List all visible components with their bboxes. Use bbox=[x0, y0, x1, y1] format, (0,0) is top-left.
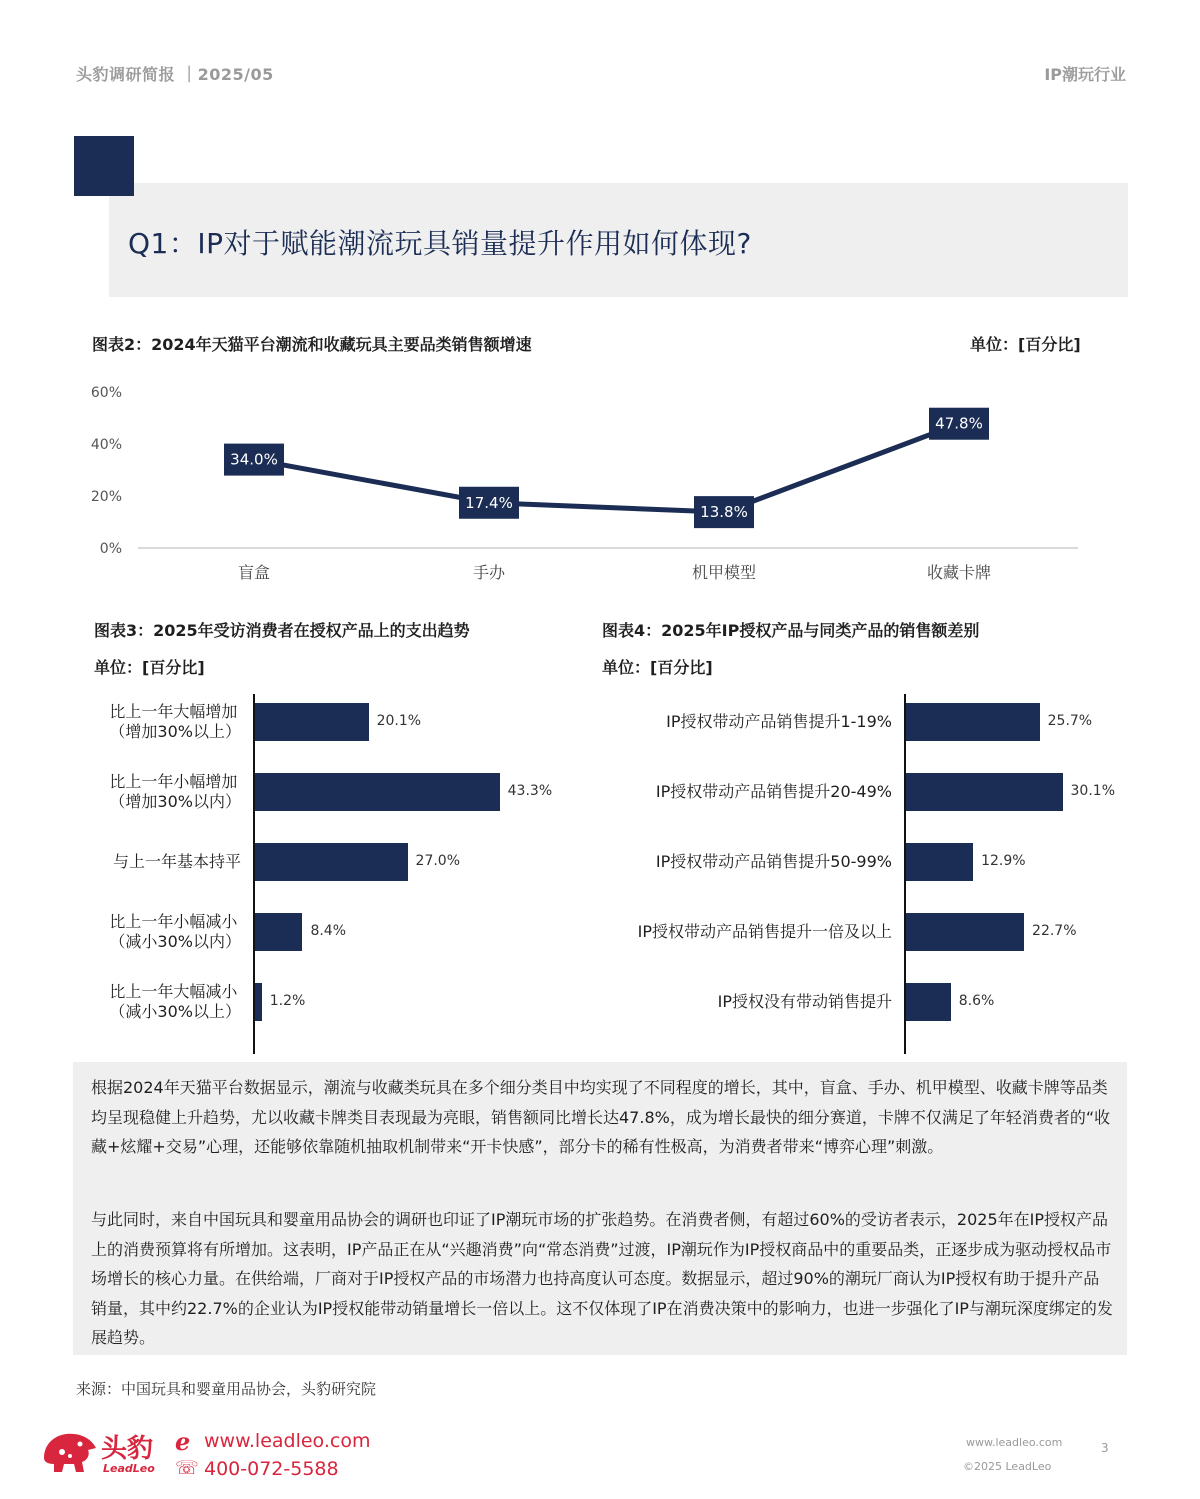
chart2-y-tick: 0% bbox=[99, 541, 122, 557]
footer-site: www.leadleo.com bbox=[966, 1436, 1063, 1449]
question-accent-block bbox=[74, 136, 134, 196]
bars3-category-label: 比上一年大幅增加 （增加30%以上） bbox=[109, 702, 241, 741]
bars3-bar bbox=[255, 773, 500, 811]
bars4-value-label: 22.7% bbox=[1032, 923, 1077, 939]
chart2-data-point bbox=[459, 487, 519, 519]
leopard-logo-icon bbox=[40, 1428, 100, 1478]
bars3-category-label: 比上一年小幅减小 （减小30%以内） bbox=[109, 912, 241, 951]
chart4-title: 图表4：2025年IP授权产品与同类产品的销售额差别 bbox=[602, 621, 980, 640]
bars4-bar bbox=[906, 983, 951, 1021]
footer-copyright: ©2025 LeadLeo bbox=[963, 1460, 1052, 1473]
chart2-unit: 单位：[百分比] bbox=[970, 335, 1081, 354]
bars3-bar bbox=[255, 913, 302, 951]
bars4-bar bbox=[906, 913, 1024, 951]
chart2-data-label: 13.8% bbox=[700, 503, 748, 522]
bars4-category-label: IP授权带动产品销售提升50-99% bbox=[655, 852, 892, 871]
chart2-y-tick: 20% bbox=[90, 489, 122, 505]
bars3-value-label: 8.4% bbox=[310, 923, 347, 939]
phone-icon: ☏ bbox=[175, 1457, 199, 1479]
chart2-category-label: 机甲模型 bbox=[691, 563, 757, 582]
chart2-title: 图表2：2024年天猫平台潮流和收藏玩具主要品类销售额增速 bbox=[92, 335, 532, 354]
bars3-bar bbox=[255, 843, 408, 881]
report-header-title: 头豹调研简报 ｜2025/05 bbox=[76, 65, 274, 84]
chart2-line-chart bbox=[0, 370, 1200, 590]
chart2-data-point bbox=[929, 408, 989, 440]
chart2-series-line bbox=[254, 424, 959, 512]
brand-name-cn: 头豹 bbox=[101, 1434, 154, 1464]
bars4-category-label: IP授权带动产品销售提升1-19% bbox=[666, 712, 892, 731]
bars3-value-label: 43.3% bbox=[507, 783, 553, 799]
phone-number: 400-072-5588 bbox=[204, 1458, 339, 1480]
industry-label: IP潮玩行业 bbox=[1044, 65, 1126, 84]
chart2-data-label: 47.8% bbox=[935, 414, 983, 433]
bars4-bar bbox=[906, 703, 1040, 741]
chart2-data-label: 17.4% bbox=[465, 493, 513, 512]
chart2-data-point bbox=[694, 496, 754, 528]
page-number: 3 bbox=[1101, 1441, 1109, 1455]
chart3-unit: 单位：[百分比] bbox=[94, 658, 205, 677]
bars3-category-label: 比上一年大幅减小 （减小30%以上） bbox=[109, 982, 241, 1021]
chart2-category-label: 收藏卡牌 bbox=[926, 563, 992, 582]
bars4-bar bbox=[906, 773, 1063, 811]
chart3-title: 图表3：2025年受访消费者在授权产品上的支出趋势 bbox=[94, 621, 470, 640]
chart2-category-label: 盲盒 bbox=[237, 563, 271, 582]
bars3-category-label: 比上一年小幅增加 （增加30%以内） bbox=[109, 772, 241, 811]
chart2-y-tick: 40% bbox=[90, 437, 122, 453]
bars4-category-label: IP授权带动产品销售提升20-49% bbox=[655, 782, 892, 801]
chart2-data-label: 34.0% bbox=[230, 450, 278, 469]
brand-name-en: LeadLeo bbox=[103, 1462, 155, 1475]
website-link[interactable]: www.leadleo.com bbox=[204, 1430, 371, 1452]
web-icon: ℯ bbox=[175, 1428, 191, 1456]
bars3-category-label: 与上一年基本持平 bbox=[112, 852, 241, 871]
bars3-value-label: 20.1% bbox=[376, 713, 422, 729]
chart2-data-point bbox=[224, 444, 284, 476]
bars3-value-label: 1.2% bbox=[269, 993, 306, 1009]
analysis-paragraph-1: 根据2024年天猫平台数据显示，潮流与收藏类玩具在多个细分类目中均实现了不同程度的增长，其中，盲盒、手办、机甲模型、收藏卡牌等品类均呈现稳健上升趋势，尤以收藏卡牌类目表现最为亮眼，销售额同比增长达47.8%，成为增长最快的细分赛道，卡牌不仅满足了年轻消费者的“收藏+炫耀+交易”心理，还能够依靠随机抽取机制带来“开卡快感”，部分卡的稀有性极高，为消费者带来“博弈心理”刺激。 bbox=[91, 1078, 1111, 1156]
chart2-category-label: 手办 bbox=[472, 563, 506, 582]
bars3-value-label: 27.0% bbox=[415, 853, 461, 869]
bars4-value-label: 25.7% bbox=[1047, 713, 1093, 729]
chart2-y-tick: 60% bbox=[90, 385, 122, 401]
bars3-bar bbox=[255, 703, 369, 741]
bars4-value-label: 12.9% bbox=[981, 853, 1026, 869]
analysis-paragraph-2: 与此同时，来自中国玩具和婴童用品协会的调研也印证了IP潮玩市场的扩张趋势。在消费者侧，有超过60%的受访者表示，2025年在IP授权产品上的消费预算将有所增加。这表明，IP产品正在从“兴趣消费”向“常态消费”过渡，IP潮玩作为IP授权商品中的重要品类，正逐步成为驱动授权品市场增长的核心力量。在供给端，厂商对于IP授权产品的市场潜力也持高度认可态度。数据显示，超过90%的潮玩厂商认为IP授权有助于提升产品销量，其中约22.7%的企业认为IP授权能带动销量增长一倍以上。这不仅体现了IP在消费决策中的影响力，也进一步强化了IP与潮玩深度绑定的发展趋势。 bbox=[91, 1210, 1113, 1347]
bars4-value-label: 30.1% bbox=[1070, 783, 1115, 799]
bars4-bar bbox=[906, 843, 973, 881]
bars4-category-label: IP授权带动产品销售提升一倍及以上 bbox=[637, 922, 892, 941]
bars3-bar bbox=[255, 983, 262, 1021]
source-note: 来源：中国玩具和婴童用品协会，头豹研究院 bbox=[76, 1380, 377, 1398]
bars4-value-label: 8.6% bbox=[958, 993, 995, 1009]
chart4-unit: 单位：[百分比] bbox=[602, 658, 713, 677]
bars4-category-label: IP授权没有带动销售提升 bbox=[717, 992, 892, 1011]
question-title: Q1：IP对于赋能潮流玩具销量提升作用如何体现? bbox=[128, 227, 752, 260]
